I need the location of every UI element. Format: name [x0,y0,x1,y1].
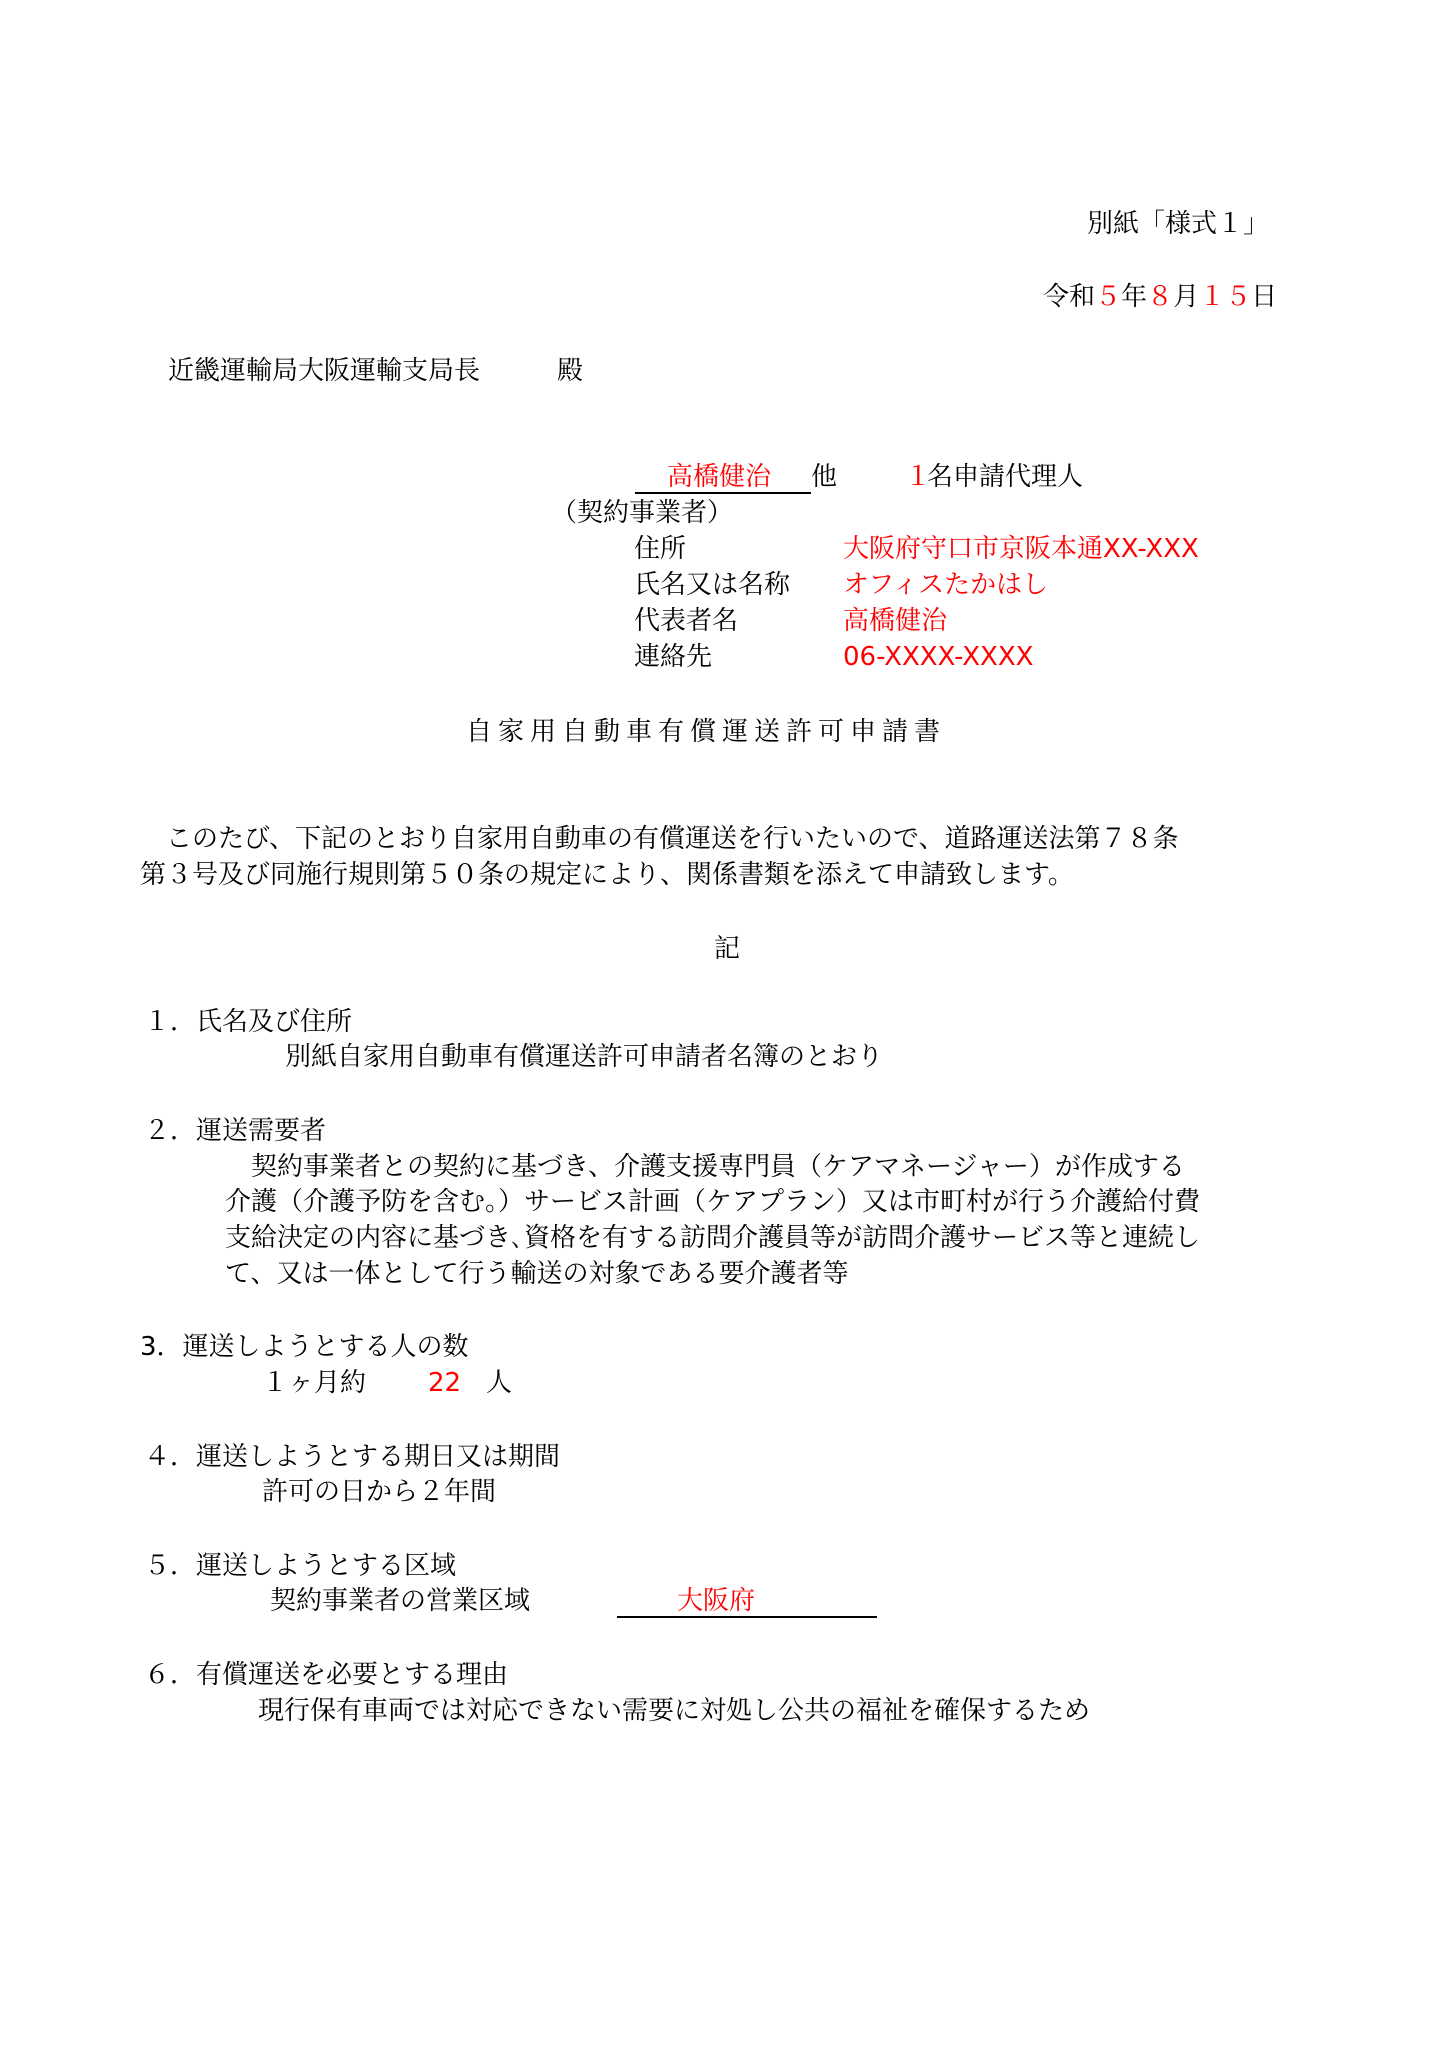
field-label-contact: 連絡先 [634,642,713,672]
applicant-role-label: （契約事業者） [551,498,734,528]
item2-line-4: て、又は一体として行う輸送の対象である要介護者等 [225,1259,849,1289]
item5-value-underline [617,1616,877,1618]
representative-name: 高橋健治 [667,462,772,492]
item4-heading: ４．運送しようとする期日又は期間 [144,1442,561,1472]
item6-body: 現行保有車両では対応できない需要に対処し公共の福祉を確保するため [258,1696,1091,1726]
item1-heading: １．氏名及び住所 [144,1007,353,1037]
representative-name-underline [635,492,811,494]
item3-prefix: １ヶ月約 [262,1368,367,1398]
field-value-name: オフィスたかはし [843,570,1049,600]
applicant-count-suffix: 名申請代理人 [927,462,1084,492]
item2-line-1: 契約事業者との契約に基づき、介護支援専門員（ケアマネージャー）が作成する [225,1152,1185,1182]
item4-body: 許可の日から２年間 [262,1477,497,1507]
date-year-unit: 年 [1121,282,1148,312]
honorific: 殿 [557,356,584,386]
field-label-address: 住所 [634,534,687,564]
date-era: 令和 [1043,282,1096,312]
date-year: ５ [1095,282,1122,312]
addressee: 近畿運輸局大阪運輸支局長 [168,356,481,386]
body-text-line-1: このたび、下記のとおり自家用自動車の有償運送を行いたいので、道路運送法第７８条 [140,824,1179,854]
item2-heading: ２．運送需要者 [144,1116,327,1146]
application-date [1043,280,1277,314]
date-day-unit: 日 [1251,282,1278,312]
date-day: １５ [1199,282,1252,312]
date-month-unit: 月 [1173,282,1200,312]
item3-suffix: 人 [486,1368,513,1398]
item3-value: 22 [428,1368,462,1398]
field-label-name: 氏名又は名称 [634,570,791,600]
applicant-count: １ [905,462,932,492]
item2-line-3: 支給決定の内容に基づき､資格を有する訪問介護員等が訪問介護サービス等と連続し [225,1223,1201,1253]
form-label: 別紙「様式１」 [1087,209,1270,239]
item5-label: 契約事業者の営業区域 [270,1586,531,1616]
item6-heading: ６．有償運送を必要とする理由 [144,1660,509,1690]
item5-value: 大阪府 [677,1586,756,1616]
field-value-representative: 高橋健治 [843,606,948,636]
ki-heading: 記 [714,934,741,964]
body-text-line-2: 第３号及び同施行規則第５０条の規定により、関係書類を添えて申請致します。 [140,860,1074,890]
item2-line-2: 介護（介護予防を含む。）サービス計画（ケアプラン）又は市町村が行う介護給付費 [225,1187,1201,1217]
field-value-contact: 06-XXXX-XXXX [843,642,1034,672]
field-value-address: 大阪府守口市京阪本通XX-XXX [843,534,1199,564]
item3-heading: 3．運送しようとする人の数 [140,1332,469,1362]
date-month: ８ [1147,282,1174,312]
others-label: 他 [811,462,838,492]
item1-body: 別紙自家用自動車有償運送許可申請者名簿のとおり [285,1042,884,1072]
document-title: 自家用自動車有償運送許可申請書 [466,717,947,747]
field-label-representative: 代表者名 [634,606,739,636]
item5-heading: ５．運送しようとする区域 [144,1551,457,1581]
